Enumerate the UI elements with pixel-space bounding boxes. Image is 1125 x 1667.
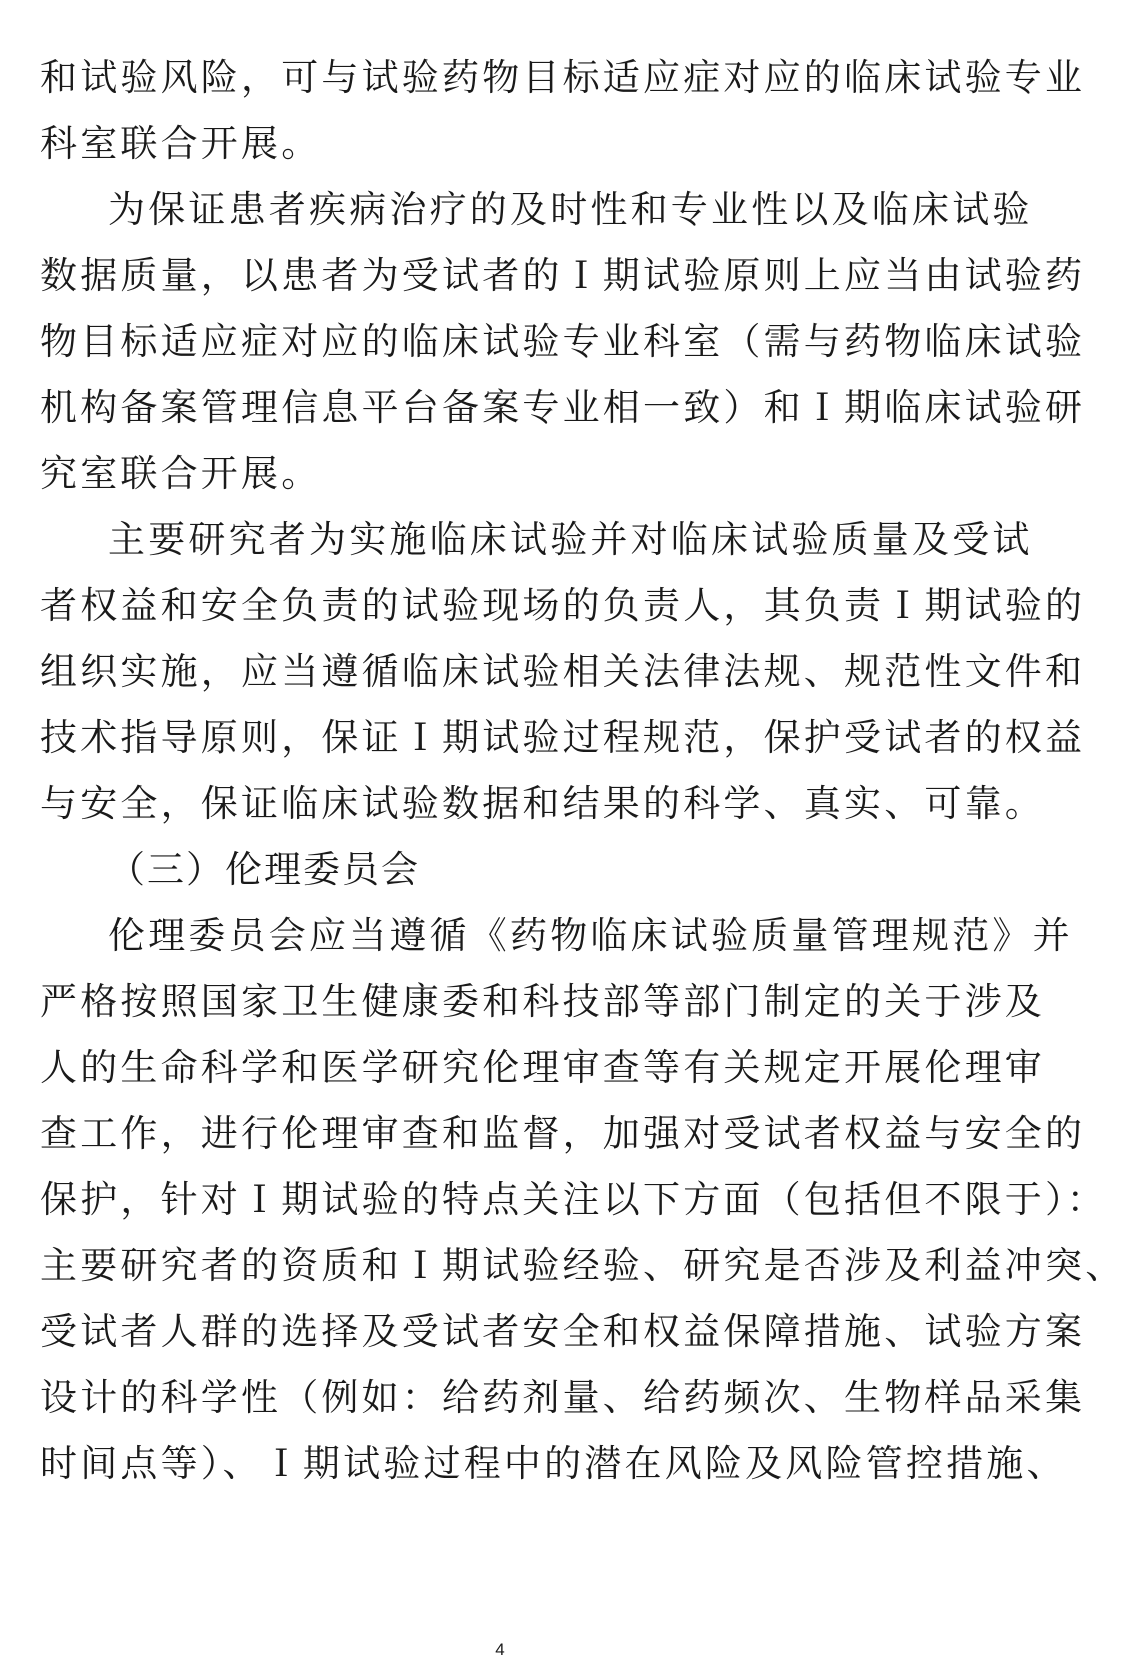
paragraph-line: 主要研究者的资质和Ｉ期试验经验、研究是否涉及利益冲突、	[40, 1244, 1125, 1287]
paragraph-line: 设计的科学性（例如：给药剂量、给药频次、生物样品采集	[40, 1376, 1086, 1419]
page-number: 4	[495, 1640, 505, 1659]
paragraph-line: 数据质量，以患者为受试者的Ｉ期试验原则上应当由试验药	[40, 254, 1086, 297]
paragraph-line: 技术指导原则，保证Ｉ期试验过程规范，保护受试者的权益	[40, 716, 1086, 759]
paragraph-line: 与安全，保证临床试验数据和结果的科学、真实、可靠。	[40, 782, 1045, 825]
paragraph-line: 人的生命科学和医学研究伦理审查等有关规定开展伦理审	[40, 1046, 1045, 1089]
paragraph-line: 伦理委员会应当遵循《药物临床试验质量管理规范》并	[108, 914, 1073, 957]
paragraph-line: 科室联合开展。	[40, 122, 322, 165]
paragraph-line: 物目标适应症对应的临床试验专业科室（需与药物临床试验	[40, 320, 1086, 363]
paragraph-line: 严格按照国家卫生健康委和科技部等部门制定的关于涉及	[40, 980, 1045, 1023]
paragraph-line: 保护，针对Ｉ期试验的特点关注以下方面（包括但不限于）：	[40, 1178, 1107, 1221]
paragraph-line: 和试验风险，可与试验药物目标适应症对应的临床试验专业	[40, 56, 1086, 99]
paragraph-line: 组织实施，应当遵循临床试验相关法律法规、规范性文件和	[40, 650, 1086, 693]
paragraph-line: 为保证患者疾病治疗的及时性和专业性以及临床试验	[108, 188, 1033, 231]
paragraph-line: 查工作，进行伦理审查和监督，加强对受试者权益与安全的	[40, 1112, 1086, 1155]
paragraph-line: 机构备案管理信息平台备案专业相一致）和Ｉ期临床试验研	[40, 386, 1086, 429]
paragraph-line: 者权益和安全负责的试验现场的负责人，其负责Ｉ期试验的	[40, 584, 1086, 627]
paragraph-line: 究室联合开展。	[40, 452, 322, 495]
section-heading: （三）伦理委员会	[108, 848, 420, 891]
paragraph-line: 主要研究者为实施临床试验并对临床试验质量及受试	[108, 518, 1033, 561]
paragraph-line: 时间点等）、Ｉ期试验过程中的潜在风险及风险管控措施、	[40, 1442, 1067, 1485]
paragraph-line: 受试者人群的选择及受试者安全和权益保障措施、试验方案	[40, 1310, 1086, 1353]
